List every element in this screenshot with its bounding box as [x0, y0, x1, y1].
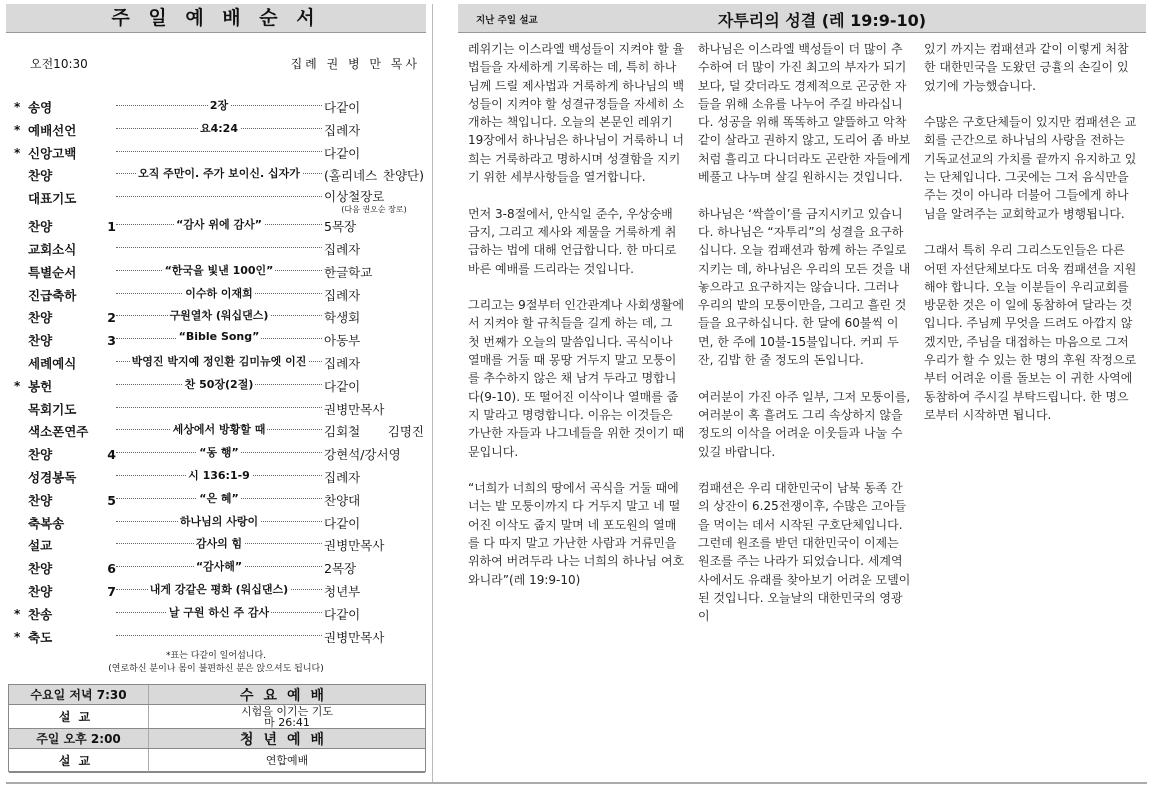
service-detail-text: 오직 주만이. 주가 보이신. 십자가: [138, 167, 300, 181]
youth-sermon: 연합예배: [265, 754, 309, 767]
service-detail: [116, 467, 322, 483]
service-leader-note: (다음 권오순 장로): [341, 205, 407, 215]
service-row: [6, 328, 426, 351]
service-item: 찬양 1: [28, 219, 116, 235]
standing-marker: *: [14, 378, 21, 393]
service-item: 찬양 5: [28, 492, 116, 508]
service-row: [6, 305, 426, 328]
service-detail: [116, 285, 322, 301]
service-detail: [116, 216, 322, 232]
sermon-header: [458, 4, 1146, 33]
service-leader: 강현석/강서영: [324, 447, 401, 463]
wednesday-sermon-title: 시험을 이기는 기도: [240, 704, 333, 718]
officiant: 집례 권 병 만 목사: [290, 57, 420, 71]
leader-dots: [116, 407, 322, 408]
service-item: 찬송: [28, 606, 53, 622]
sermon-paragraph: 컴패션은 우리 대한민국이 남북 동족 간의 상잔이 6.25전쟁이후, 수많은 고아들을 먹이는 데서 시작된 구호단체입니다. 그런데 원조를 받던 대한민국이 이제는 원조를 주는 나라가 되었습니다. 세계역사에서도 유래를 찾아보기 어려운 모델이 된 것입니다. 오늘날의 대한민국의 영광이: [698, 481, 911, 624]
service-detail: [116, 490, 322, 506]
service-detail-text: 세상에서 방황할 때: [172, 423, 266, 437]
service-leader: 집례자: [324, 287, 361, 303]
service-detail-text: 찬 50장(2절): [184, 377, 254, 391]
service-detail-text: “동 행”: [199, 446, 239, 460]
service-item: 설교: [28, 538, 53, 554]
service-detail: [116, 535, 322, 551]
service-detail-text: “감사해”: [195, 560, 243, 574]
service-row: [6, 260, 426, 283]
service-item: 대표기도: [28, 191, 77, 207]
leader-dots: [116, 151, 322, 152]
service-row: [6, 465, 426, 488]
service-item: 찬양 4: [28, 447, 116, 463]
leader-dots: [116, 635, 322, 636]
wednesday-sermon-label: 설교: [9, 705, 149, 728]
wednesday-header: [9, 685, 425, 704]
service-item: 축도: [28, 629, 53, 645]
service-detail-text: 시 136:1-9: [188, 468, 250, 482]
service-item: 세례예식: [28, 355, 77, 371]
service-row: [6, 95, 426, 118]
youth-header: [9, 729, 425, 748]
standing-marker: *: [14, 100, 21, 114]
sermon-paragraph: 그래서 특히 우리 그리스도인들은 다른 어떤 자선단체보다도 더욱 컴패션을 지원해야 합니다. 오늘 이분들이 우리교회를 방문한 것은 이 일에 동참하여 달라는 것입니다. 주님께 무엇을 드려도 아깝지 않겠지만, 주님을 대접하는 마음으로 그저 우리가 할 수 있는 한 명의 후원 작정으로부터 어려운 이를 돌보는 이 귀한 사역에 동참하여 주시길 부탁드립니다. 한 명으로부터 시작하면 됩니다.: [924, 243, 1137, 422]
service-item: 특별순서: [28, 264, 77, 280]
service-row: [6, 237, 426, 260]
service-detail: [116, 513, 322, 529]
service-detail-text: 날 구원 하신 주 감사: [168, 605, 270, 619]
wednesday-sermon: [149, 705, 425, 728]
service-leader: 찬양대: [324, 492, 361, 508]
service-leader: 2목장: [324, 561, 357, 577]
service-detail: [116, 262, 322, 278]
service-row: [6, 163, 426, 186]
youth-sermon-row: [9, 748, 425, 773]
service-leader: 집례자: [324, 469, 361, 485]
service-item: 축복송: [28, 515, 65, 531]
sermon-body: [458, 40, 1146, 782]
sermon-paragraph: 하나님은 이스라엘 백성들이 더 많이 추수하여 더 많이 가진 최고의 부자가 되기 보다, 덜 갖더라도 경제적으로 곤궁한 자들을 위해 소유를 나누어 주길 바라십니다. 성공을 위해 똑똑하고 얄뜰하고 악착같이 살라고 권하지 않고, 도리어 좀 바보처럼 흘리고 다니더라도 곤란한 자들에게 베풀고 나누며 살길 원하시는 것입니다.: [698, 42, 911, 185]
service-item: 찬양 6: [28, 561, 116, 577]
service-time: 오전10:30: [30, 57, 88, 71]
service-leader: 아동부: [324, 333, 361, 349]
order-of-service-title: 주 일 예 배 순 서: [6, 4, 426, 33]
service-item: 색소폰연주: [28, 424, 89, 440]
youth-sermon-label: 설교: [9, 749, 149, 772]
sermon-paragraph: “너희가 너희의 땅에서 곡식을 거둘 때에 너는 밭 모퉁이까지 다 거두지 말고 네 떨어진 이삭도 줍지 말며 네 포도원의 열매를 다 따지 말고 가난한 사람과 거류민을 위하여 버려두라 나는 너희의 하나님 여호와니라”(레 19:9-10): [468, 481, 685, 587]
sermon-paragraph: 먼저 3-8절에서, 안식일 준수, 우상숭배 금지, 그리고 제사와 제물을 거룩하게 취급하는 법에 대해 언급합니다. 한 마디로 바른 예배를 드리라는 것입니다.: [468, 206, 677, 276]
service-notes: [6, 650, 426, 676]
service-row: [6, 602, 426, 625]
service-detail: [116, 376, 322, 392]
service-detail-text: 2장: [209, 99, 229, 112]
leader-dots: [116, 247, 322, 248]
service-item: 찬양 2: [28, 310, 116, 326]
service-detail: [116, 421, 322, 437]
service-leader: 집례자: [324, 355, 361, 371]
service-item: 봉헌: [28, 378, 53, 394]
service-detail-text: 내게 강같은 평화 (워십댄스): [149, 582, 289, 596]
standing-note: *표는 다같이 일어섭니다.: [165, 651, 267, 661]
service-leader: 다같이: [324, 515, 361, 531]
service-detail-text: 요4:24: [200, 121, 238, 135]
sermon-column-2: [698, 40, 912, 644]
service-leader: 5목장: [324, 219, 357, 235]
standing-marker: *: [14, 145, 21, 160]
service-detail: [116, 604, 322, 620]
service-row: [6, 186, 426, 214]
service-leader: 이상철장로: [324, 189, 385, 205]
service-row: [6, 511, 426, 534]
service-detail: [116, 353, 322, 369]
service-row: [6, 556, 426, 579]
service-detail-text: “은 혜”: [199, 491, 239, 505]
other-services-table: [8, 684, 426, 772]
service-leader: 다같이: [324, 100, 361, 115]
service-detail: [116, 330, 322, 343]
service-detail-text: “Bible Song”: [178, 330, 260, 344]
service-leader: 다같이: [324, 606, 361, 622]
standing-marker: *: [14, 122, 21, 137]
youth-title: 청년예배: [239, 731, 335, 748]
service-leader: 학생회: [324, 310, 361, 326]
service-row: [6, 397, 426, 420]
service-order-list: [6, 95, 426, 647]
service-detail-text: 감사의 힘: [195, 537, 243, 551]
service-row: [6, 141, 426, 164]
wednesday-time: 수요일 저녁 7:30: [9, 685, 149, 704]
service-leader: (홀리네스 찬양단): [324, 168, 424, 184]
service-detail: [116, 97, 322, 113]
service-row: [6, 419, 426, 442]
service-detail: [116, 558, 322, 574]
service-leader: 한글학교: [324, 264, 373, 280]
service-detail-text: 박영진 박지예 정인환 김미뉴엣 이진: [131, 354, 307, 368]
service-leader: 권병만목사: [324, 401, 385, 417]
service-item: 성경봉독: [28, 469, 77, 485]
service-row: [6, 374, 426, 397]
service-row: [6, 488, 426, 511]
sermon-paragraph: 하나님은 ‘싹쓸이’를 금지시키고 있습니다. 하나님은 “자투리”의 성결을 요구하십니다. 오늘 컴패션과 함께 하는 주일로 지키는 데, 하나님은 우리의 모든 것을 내 놓으라고 요구하지는 않습니다. 그러나 우리의 밭의 모퉁이만을, 그리고 흘린 것들을 요구하십니다. 한 달에 60불씩 이면, 한 주에 10불-15불입니다. 커피 두 잔, 김밥 한 줄 정도의 돈입니다.: [698, 206, 911, 368]
service-row: [6, 283, 426, 306]
sermon-title: 자투리의 성결 (레 19:9-10): [717, 11, 927, 30]
service-detail: [116, 307, 322, 323]
service-item: 찬양 3: [28, 333, 116, 349]
wednesday-sermon-ref: 마 26:41: [264, 715, 310, 729]
service-item: 찬양: [28, 168, 53, 184]
service-leader: 다같이: [324, 145, 361, 161]
service-row: [6, 214, 426, 237]
service-detail: [116, 120, 322, 136]
column-divider: [432, 4, 433, 782]
sermon-paragraph: 여러분이 가진 아주 일부, 그저 모퉁이를, 여러분이 혹 흘려도 그리 속상하지 않을 정도의 이삭을 어려운 이웃들과 나눌 수 있길 바랍니다.: [698, 389, 911, 459]
sermon-paragraph: 수많은 구호단체들이 있지만 컴패션은 교회를 근간으로 하나님의 사랑을 전하는 기독교선교의 가치를 끝까지 유지하고 있는 단체입니다. 그곳에는 그저 음식만을 주는 것이 아니라 더불어 그들에게 하나님을 알려주는 교회학교가 병행됩니다.: [924, 115, 1137, 221]
service-row: [6, 442, 426, 465]
sermon-paragraph: 레위기는 이스라엘 백성들이 지켜야 할 율법들을 자세하게 기록하는 데, 특히 하나님께 드릴 제사법과 거룩하게 하나님의 백성들이 지켜야 할 성결규정들을 자세히 소개하는 책입니다. 오늘의 본문인 레위기 19장에서 하나님은 하나님이 거룩하니 너희는 거룩하라고 명하시며 성결함을 지키기 위한 세부사항들을 열거합니다.: [468, 42, 685, 185]
service-item: 송영: [28, 100, 53, 115]
leader-dots: [116, 196, 322, 197]
service-leader: 청년부: [324, 583, 361, 599]
service-row: [6, 118, 426, 141]
standing-marker: *: [14, 629, 21, 644]
service-item: 교회소식: [28, 241, 77, 257]
sermon-paragraph: 그리고는 9절부터 인간관계나 사회생활에서 지켜야 할 규칙들을 길게 하는 데, 그 첫 번째가 오늘의 말씀입니다. 곡식이나 열매를 거둘 때 몽땅 거두지 말고 모퉁이를 추수하지 않은 채 남겨 두라고 명합니다(9-10). 또 떨어진 이삭이나 열매를 줍지 말라고 명령합니다. 이유는 이것들은 가난한 자들과 나그네들을 위한 것이기 때문입니다.: [468, 298, 685, 459]
sermon-column-1: [468, 40, 686, 607]
service-row: [6, 533, 426, 556]
service-leader: 다같이: [324, 378, 361, 394]
service-detail-text: “감사 위에 감사”: [176, 218, 262, 232]
service-leader: 김회철 김명진: [324, 424, 424, 440]
bottom-rule: [6, 782, 1147, 784]
service-leader: 권병만목사: [324, 629, 385, 645]
service-leader: 권병만목사: [324, 538, 385, 554]
service-item: 진급축하: [28, 287, 77, 303]
sermon-tag: 지난 주일 설교: [476, 15, 538, 26]
service-item: 목회기도: [28, 401, 77, 417]
service-row: [6, 579, 426, 602]
service-leader: 집례자: [324, 122, 361, 138]
seating-note: (연로하신 분이나 몸이 불편하신 분은 앉으셔도 됩니다): [108, 664, 324, 674]
service-row: [6, 625, 426, 648]
service-item: 신앙고백: [28, 145, 77, 161]
order-of-service-panel: [6, 4, 426, 774]
sermon-column-3: [924, 40, 1138, 443]
wednesday-title: 수요예배: [239, 687, 335, 704]
sermon-panel: [458, 4, 1146, 782]
service-item: 예배선언: [28, 122, 77, 138]
service-detail-text: “한국을 빛낸 100인”: [164, 263, 274, 277]
service-detail: [116, 165, 322, 181]
service-row: [6, 351, 426, 374]
service-detail-text: 하나님의 사랑이: [179, 514, 259, 528]
wednesday-sermon-row: [9, 704, 425, 729]
standing-marker: *: [14, 606, 21, 621]
service-detail: [116, 581, 322, 597]
sermon-paragraph: 있기 까지는 컴패션과 같이 이렇게 처참한 대한민국을 도왔던 긍휼의 손길이 있었기에 가능했습니다.: [924, 42, 1129, 93]
service-detail: [116, 444, 322, 460]
service-detail-text: 이수하 이재희: [185, 286, 253, 300]
service-detail-text: 구원열차 (워십댄스): [169, 309, 269, 323]
service-leader: 집례자: [324, 241, 361, 257]
service-meta: [6, 33, 426, 73]
service-item: 찬양 7: [28, 583, 116, 599]
youth-time: 주일 오후 2:00: [9, 729, 149, 748]
